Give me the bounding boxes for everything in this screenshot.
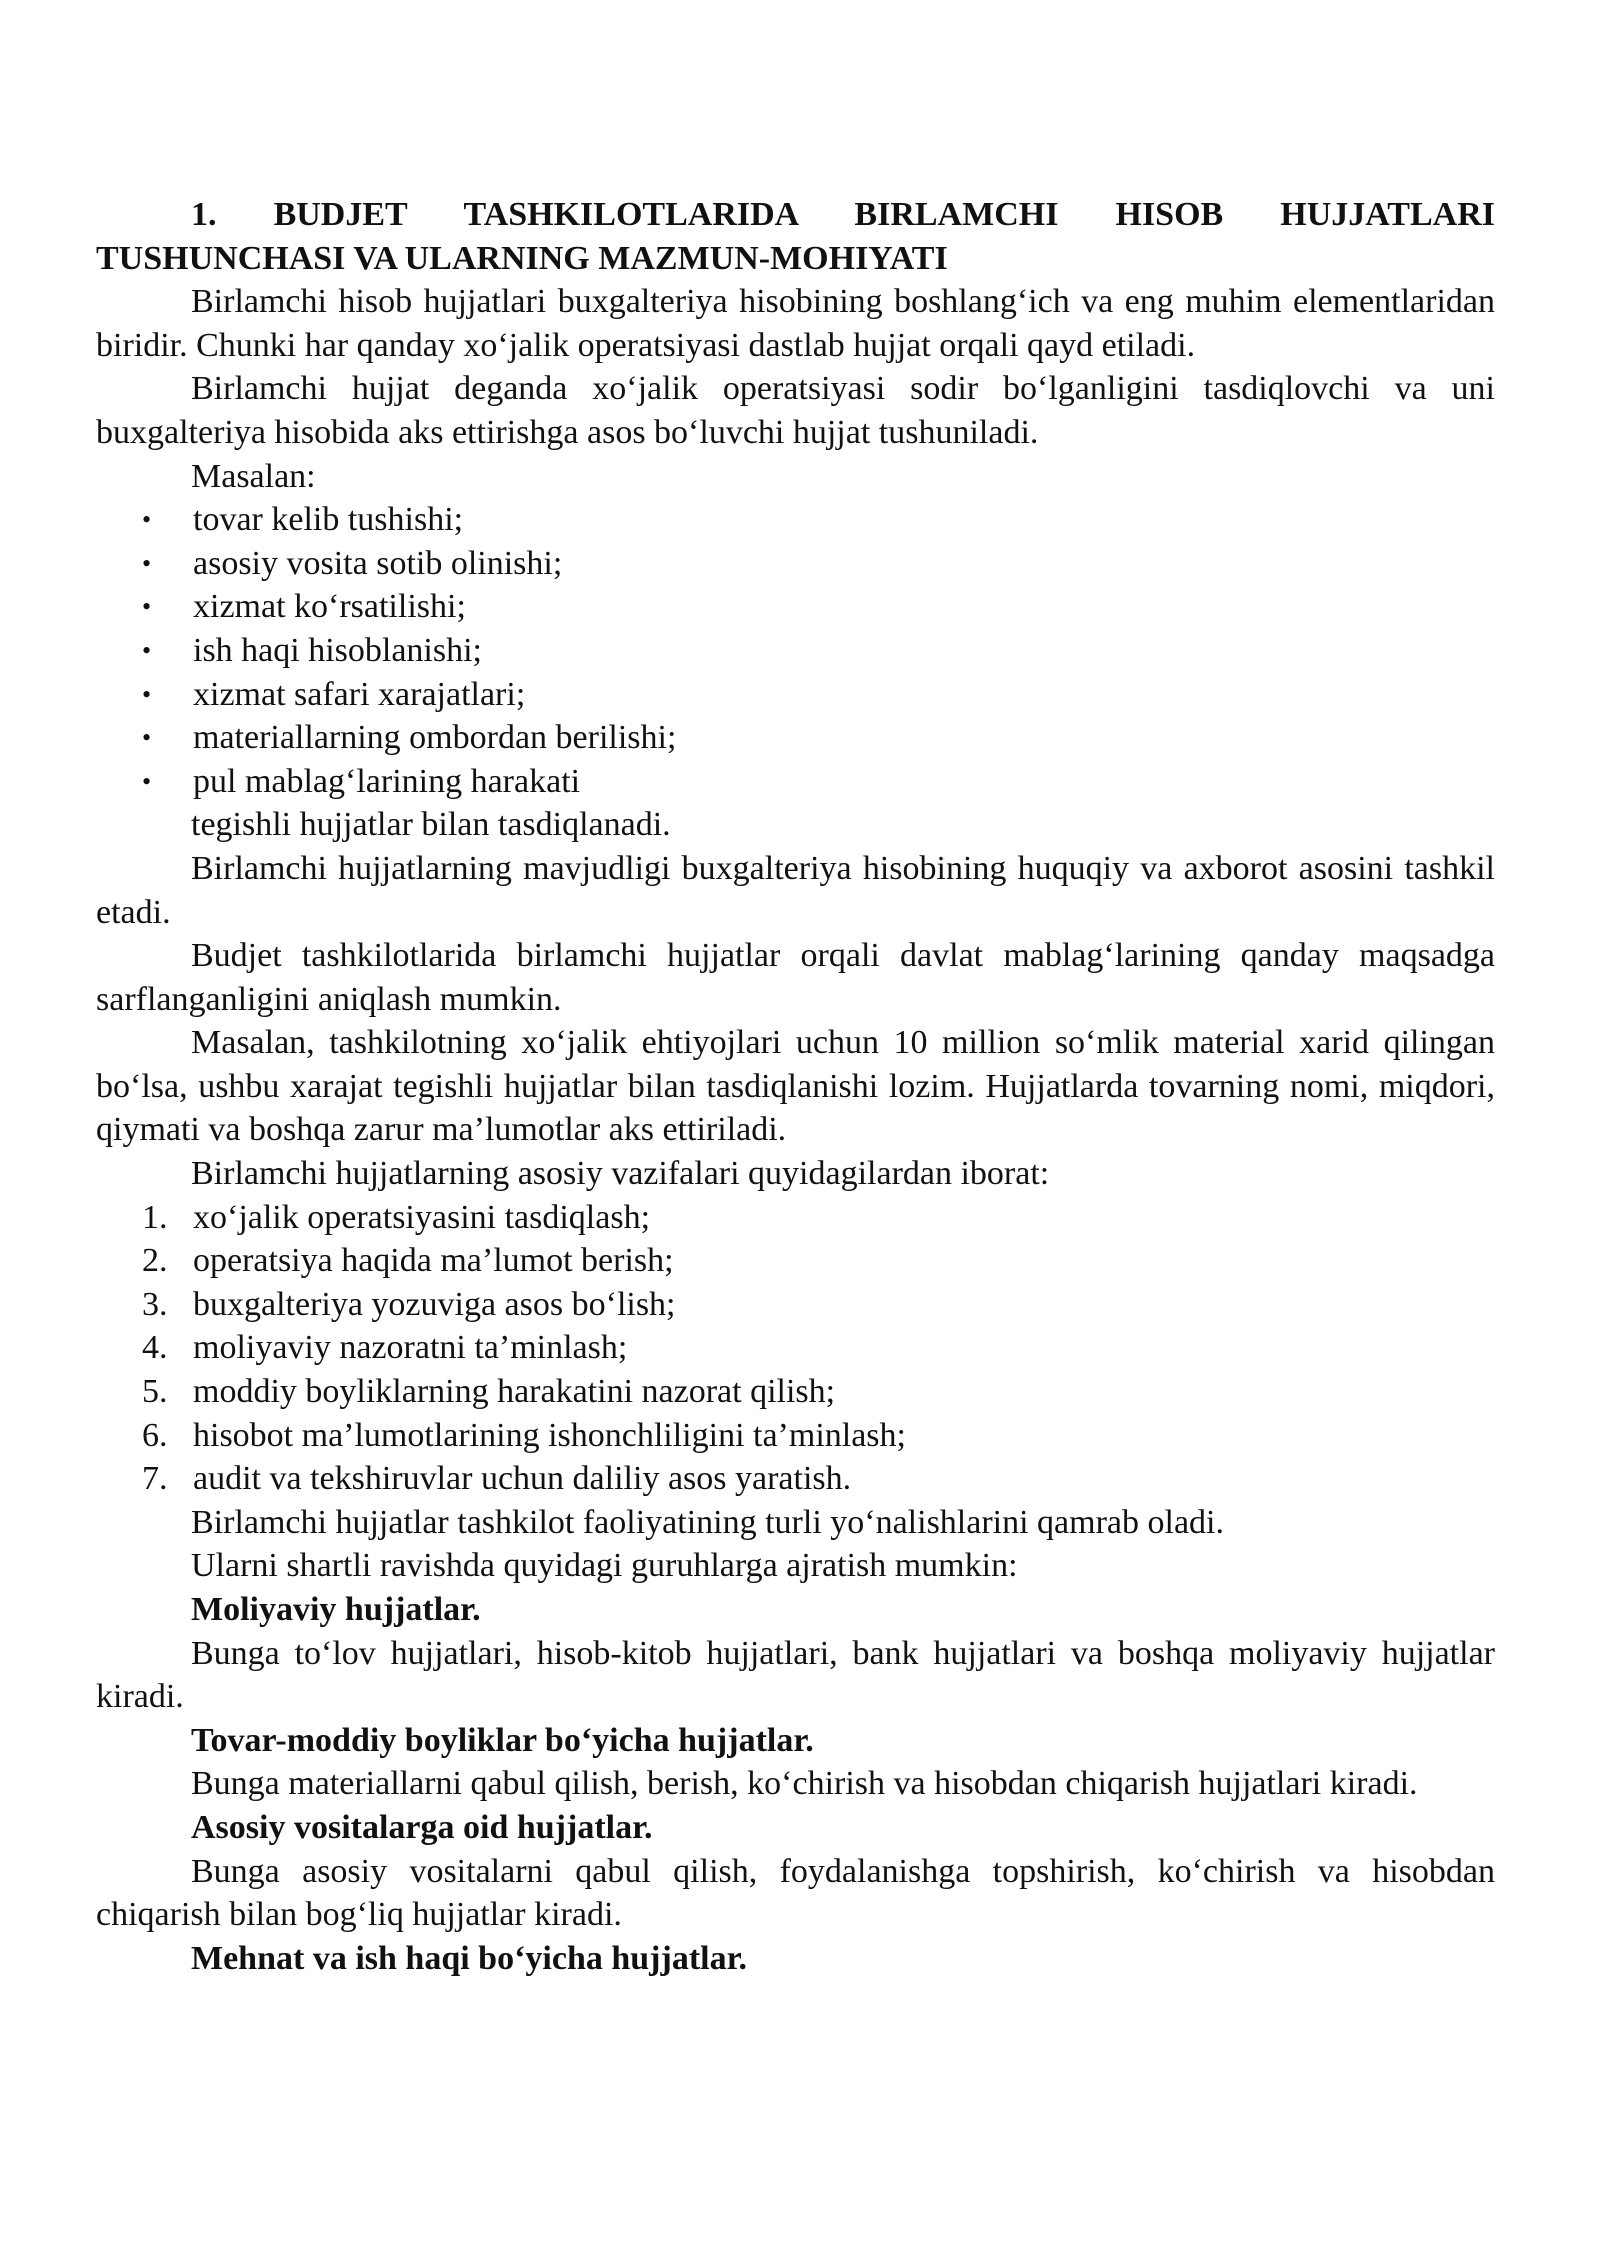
paragraph-state-funds: Budjet tashkilotlarida birlamchi hujjatlar orqali davlat mablag‘larining qanday maqsadga sarflanganligini aniqlash mumkin. — [96, 937, 1495, 1018]
list-item — [96, 498, 1495, 542]
paragraph-example-lead: Masalan: — [191, 457, 316, 495]
list-item-text: moddiy boyliklarning harakatini nazorat qilish; — [193, 1373, 836, 1411]
list-number: 4. — [142, 1329, 168, 1367]
list-item-text: buxgalteriya yozuviga asos bo‘lish; — [193, 1285, 676, 1323]
bullet-icon: • — [142, 505, 152, 535]
paragraph-fixed-assets-documents: Bunga asosiy vositalarni qabul qilish, foydalanishga topshirish, ko‘chirish va hisobdan chiqarish bilan bog‘liq hujjatlar kiradi. — [96, 1852, 1495, 1934]
list-item — [96, 1370, 1495, 1414]
list-item — [96, 1239, 1495, 1283]
list-number: 7. — [142, 1460, 168, 1498]
bullet-icon: • — [142, 679, 152, 709]
list-item-text: xizmat safari xarajatlari; — [193, 675, 526, 713]
list-item-text: xo‘jalik operatsiyasini tasdiqlash; — [193, 1198, 651, 1236]
subheading-labor-payroll-documents: Mehnat va ish haqi bo‘yicha hujjatlar. — [191, 1939, 748, 1977]
list-item-text: tovar kelib tushishi; — [193, 501, 464, 539]
bullet-icon: • — [142, 592, 152, 622]
subheading-fixed-assets-documents: Asosiy vositalarga oid hujjatlar. — [191, 1808, 653, 1846]
list-item — [96, 542, 1495, 586]
list-item — [96, 1326, 1495, 1370]
paragraph-example-purchase: Masalan, tashkilotning xo‘jalik ehtiyojlari uchun 10 million so‘mlik material xarid qilingan bo‘lsa, ushbu xarajat tegishli hujjatlar bilan tasdiqlanishi lozim. Hujjatlarda tovarning nomi, miqdori, qiymati va boshqa zarur ma’lumotlar aks ettiriladi. — [96, 1024, 1495, 1149]
list-number: 3. — [142, 1285, 168, 1323]
numbered-list-functions — [96, 1196, 1495, 1501]
list-number: 5. — [142, 1373, 168, 1411]
paragraph-grouping-lead: Ularni shartli ravishda quyidagi guruhlarga ajratish mumkin: — [191, 1547, 1018, 1585]
paragraph-legal-basis: Birlamchi hujjatlarning mavjudligi buxgalteriya hisobining huquqiy va axborot asosini tashkil etadi. — [96, 849, 1495, 931]
list-item — [96, 629, 1495, 673]
list-item-text: ish haqi hisoblanishi; — [193, 631, 482, 669]
list-number: 1. — [142, 1198, 168, 1236]
list-item — [96, 716, 1495, 760]
subheading-inventory-documents: Tovar-moddiy boyliklar bo‘yicha hujjatlar. — [191, 1721, 814, 1759]
subheading-financial-documents: Moliyaviy hujjatlar. — [191, 1591, 481, 1628]
document-page — [96, 193, 1495, 1980]
bullet-icon: • — [142, 548, 152, 578]
list-item — [96, 1196, 1495, 1240]
list-item — [96, 1283, 1495, 1327]
list-item-text: operatsiya haqida ma’lumot berish; — [193, 1242, 674, 1280]
list-item — [96, 1457, 1495, 1501]
paragraph-definition-intro: Birlamchi hisob hujjatlari buxgalteriya hisobining boshlang‘ich va eng muhim elementlaridan biridir. Chunki har qanday xo‘jalik operatsiyasi dastlab hujjat orqali qayd etiladi. — [96, 283, 1495, 364]
bullet-icon: • — [142, 635, 152, 665]
list-item-text: pul mablag‘larining harakati — [193, 762, 581, 800]
bullet-list-operations — [96, 498, 1495, 803]
list-item — [96, 1414, 1495, 1458]
list-item-text: moliyaviy nazoratni ta’minlash; — [193, 1329, 628, 1367]
bullet-icon: • — [142, 766, 152, 796]
bullet-icon: • — [142, 723, 152, 753]
paragraph-financial-documents: Bunga to‘lov hujjatlari, hisob-kitob hujjatlari, bank hujjatlari va boshqa moliyaviy hujjatlar kiradi. — [96, 1634, 1495, 1716]
list-item-text: asosiy vosita sotib olinishi; — [193, 544, 563, 582]
paragraph-definition: Birlamchi hujjat deganda xo‘jalik operatsiyasi sodir bo‘lganligini tasdiqlovchi va uni buxgalteriya hisobida aks ettirishga asos bo‘luvchi hujjat tushuniladi. — [96, 370, 1495, 451]
list-item-text: audit va tekshiruvlar uchun daliliy asos yaratish. — [193, 1460, 852, 1498]
paragraph-list-conclusion: tegishli hujjatlar bilan tasdiqlanadi. — [191, 806, 671, 844]
list-item — [96, 760, 1495, 804]
list-number: 6. — [142, 1416, 168, 1454]
list-number: 2. — [142, 1242, 168, 1280]
paragraph-scope: Birlamchi hujjatlar tashkilot faoliyatining turli yo‘nalishlarini qamrab oladi. — [191, 1503, 1224, 1541]
section-heading: 1. BUDJET TASHKILOTLARIDA BIRLAMCHI HISOB HUJJATLARI TUSHUNCHASI VA ULARNING MAZMUN-MOHIYATI — [96, 196, 1495, 277]
list-item-text: hisobot ma’lumotlarining ishonchliligini ta’minlash; — [193, 1416, 906, 1454]
list-item-text: xizmat ko‘rsatilishi; — [193, 588, 466, 626]
paragraph-functions-lead: Birlamchi hujjatlarning asosiy vazifalari quyidagilardan iborat: — [191, 1155, 1050, 1193]
paragraph-inventory-documents: Bunga materiallarni qabul qilish, berish, ko‘chirish va hisobdan chiqarish hujjatlari kiradi. — [191, 1765, 1418, 1803]
list-item — [96, 585, 1495, 629]
list-item — [96, 673, 1495, 717]
list-item-text: materiallarning ombordan berilishi; — [193, 719, 677, 757]
